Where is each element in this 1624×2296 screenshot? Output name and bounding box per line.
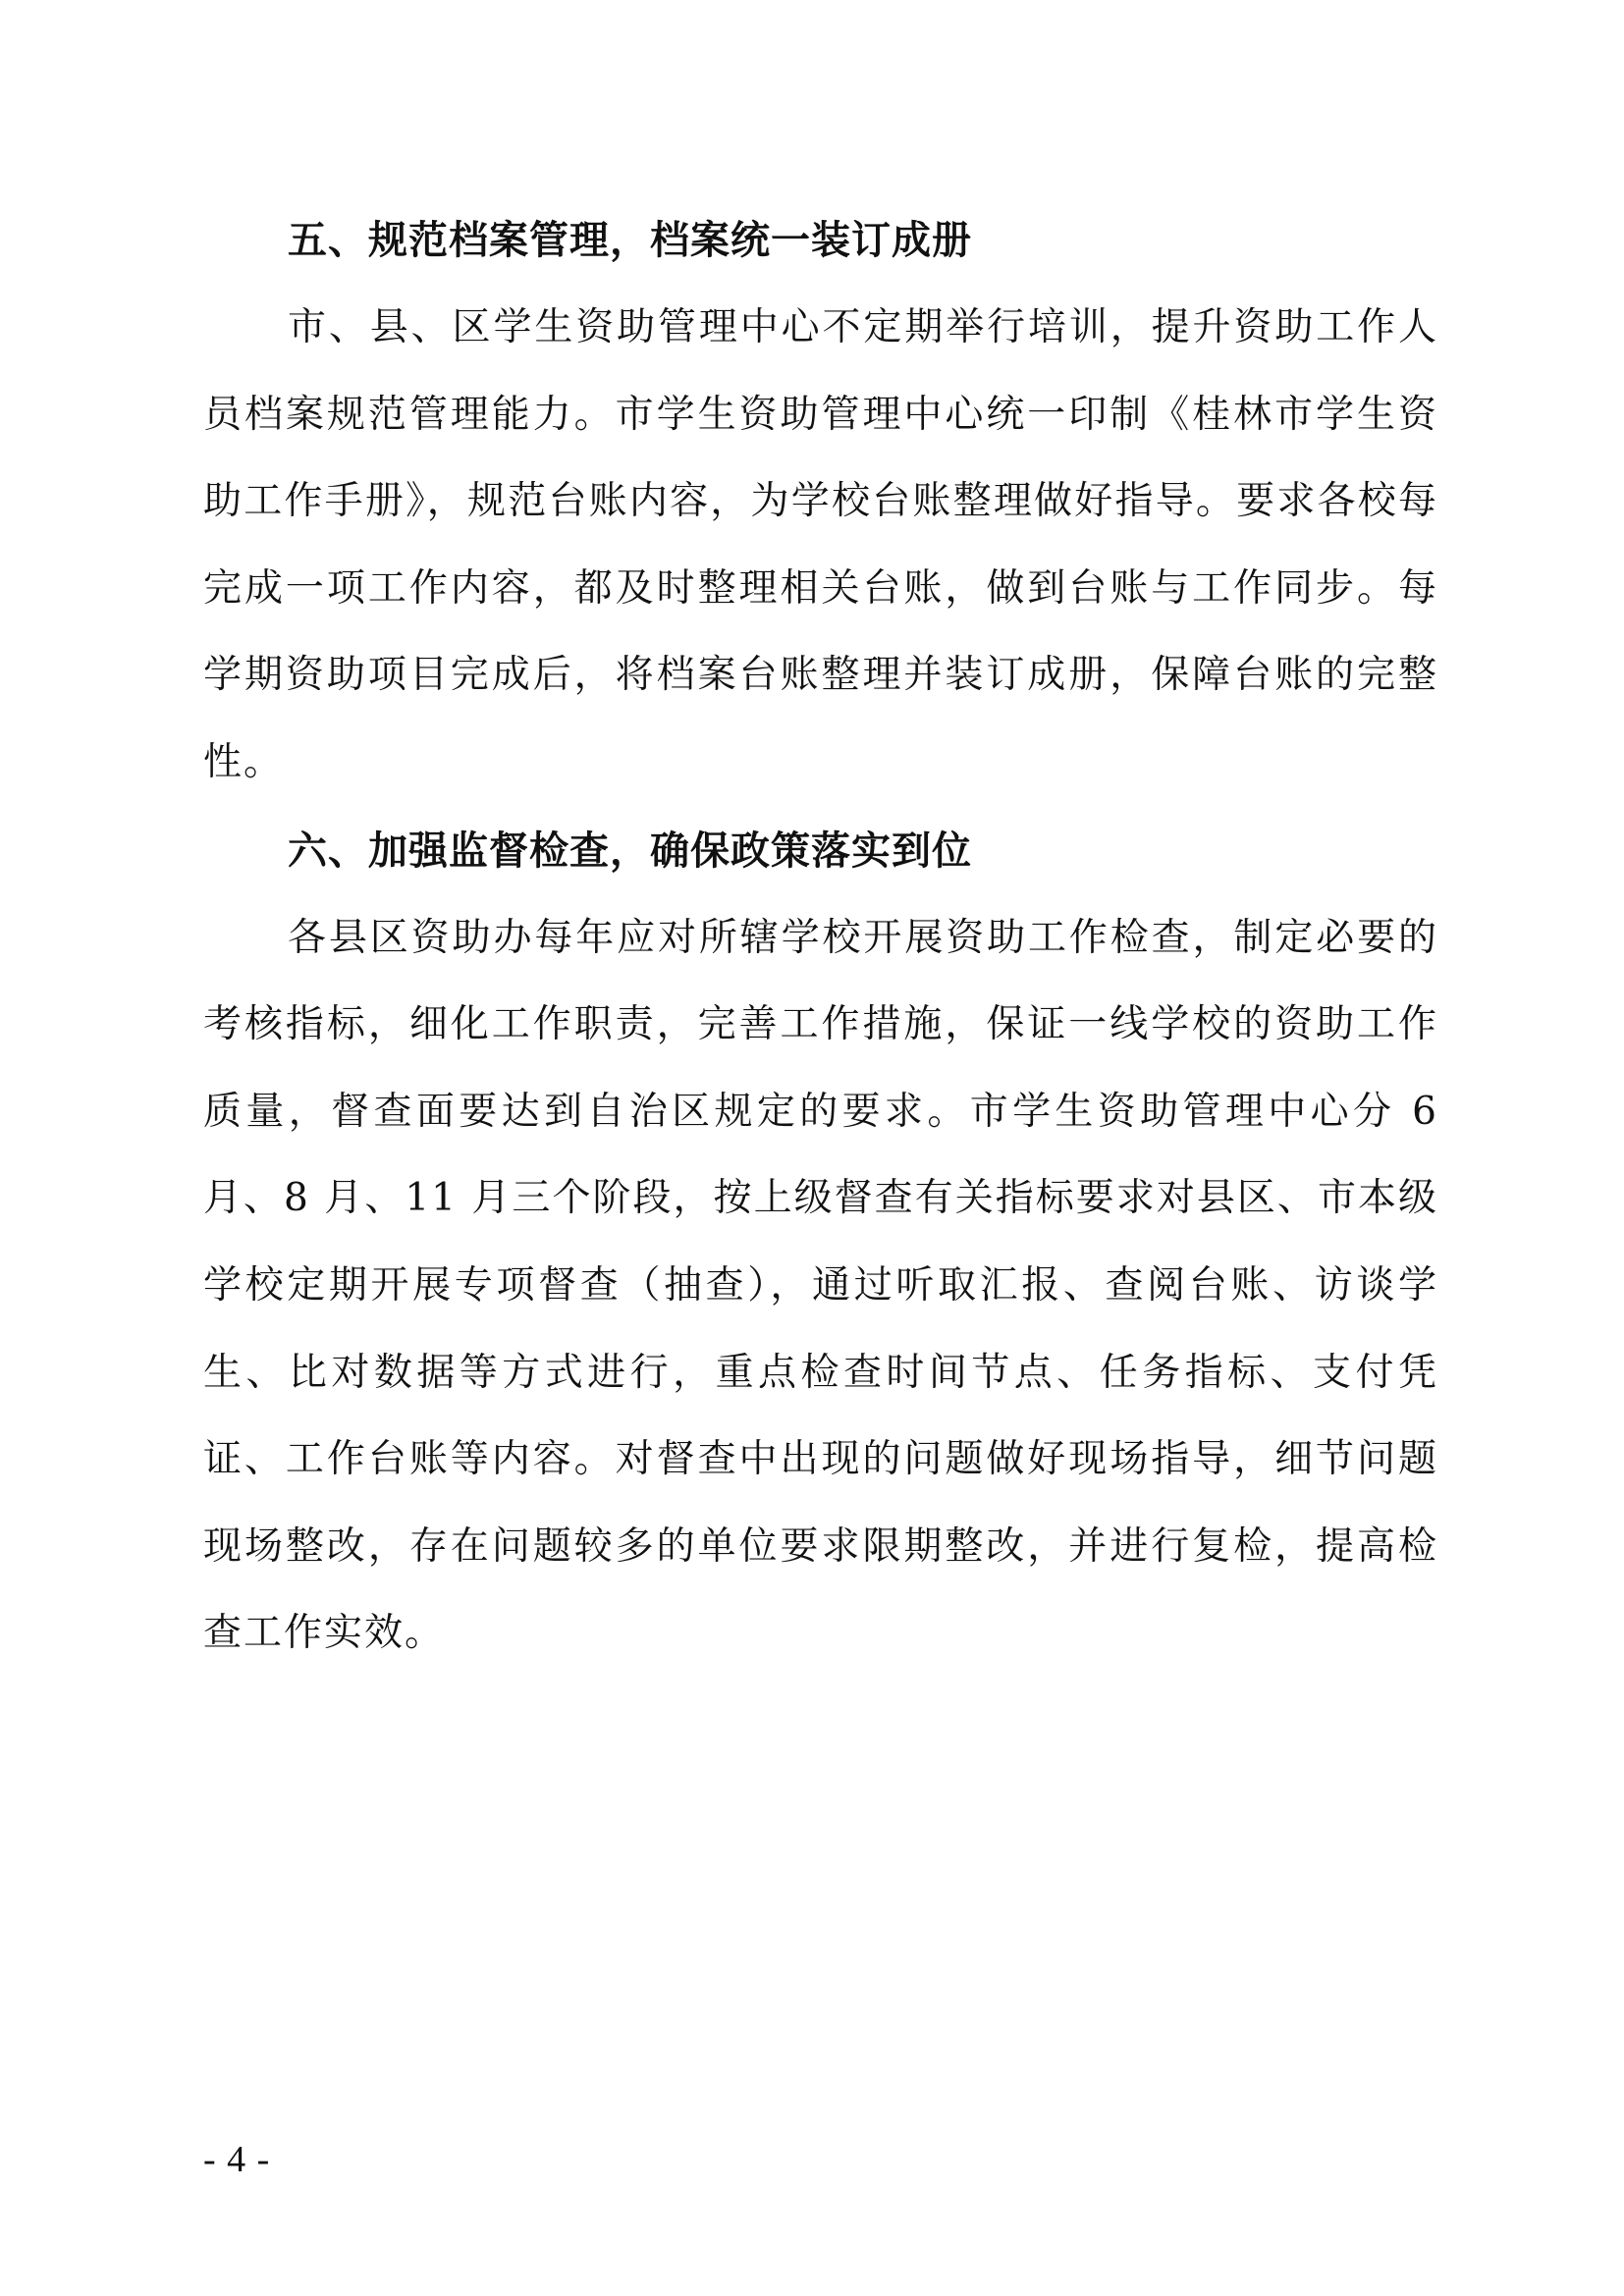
section-heading-5: 五、规范档案管理，档案统一装订成册	[288, 218, 972, 263]
section-heading-6: 六、加强监督检查，确保政策落实到位	[288, 828, 972, 874]
document-body	[203, 196, 1438, 1678]
section-paragraph-6: 各县区资助办每年应对所辖学校开展资助工作检查，制定必要的考核指标，细化工作职责，完善工作措施，保证一线学校的资助工作质量，督查面要达到自治区规定的要求。市学生资助管理中心分 6 月、8 月、11 月三个阶段，按上级督查有关指标要求对县区、市本级学校定期开展专项督查（抽查），通过听取汇报、查阅台账、访谈学生、比对数据等方式进行，重点检查时间节点、任务指标、支付凭证、工作台账等内容。对督查中出现的问题做好现场指导，细节问题现场整改，存在问题较多的单位要求限期整改，并进行复检，提高检查工作实效。	[203, 915, 1438, 1656]
section-paragraph-5: 市、县、区学生资助管理中心不定期举行培训，提升资助工作人员档案规范管理能力。市学生资助管理中心统一印制《桂林市学生资助工作手册》，规范台账内容，为学校台账整理做好指导。要求各校每完成一项工作内容，都及时整理相关台账，做到台账与工作同步。每学期资助项目完成后，将档案台账整理并装订成册，保障台账的完整性。	[203, 305, 1438, 784]
page-number: - 4 -	[203, 2139, 271, 2180]
